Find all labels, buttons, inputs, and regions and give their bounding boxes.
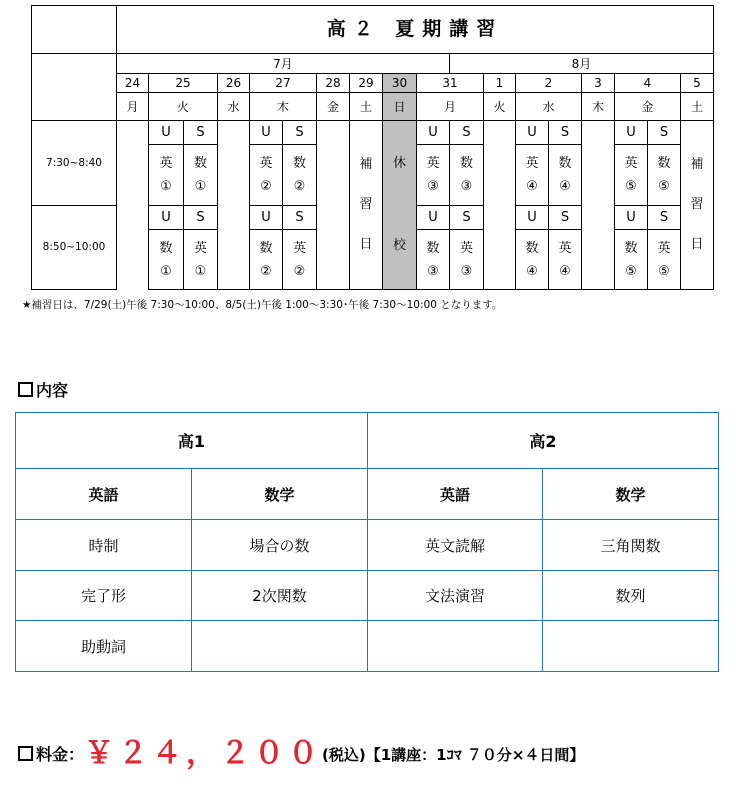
session-cell: 英 ① bbox=[149, 145, 184, 206]
topic-cell: 数列 bbox=[543, 571, 719, 621]
class-s-label: S bbox=[549, 206, 582, 230]
class-s-label: S bbox=[648, 206, 681, 230]
session-cell: 英 ② bbox=[283, 230, 317, 290]
weekday-cell-closed: 日 bbox=[383, 93, 417, 121]
session-cell: 数 ① bbox=[149, 230, 184, 290]
class-s-label: S bbox=[648, 121, 681, 145]
makeup-char: 習 bbox=[359, 197, 373, 212]
fee-label: 料金： bbox=[36, 745, 85, 764]
day-cell: 4 bbox=[615, 74, 681, 93]
topic-cell: 場合の数 bbox=[192, 520, 368, 571]
session-cell: 英 ③ bbox=[450, 230, 484, 290]
fee-line bbox=[18, 728, 584, 772]
class-s-label: S bbox=[549, 121, 582, 145]
corner-cell-2 bbox=[32, 54, 117, 121]
day-cell: 28 bbox=[317, 74, 350, 93]
weekday-cell: 月 bbox=[117, 93, 149, 121]
day-cell: 25 bbox=[149, 74, 218, 93]
period-1-label: 7:30~8:40 bbox=[32, 121, 117, 206]
session-cell: 英 ⑤ bbox=[615, 145, 648, 206]
content-table bbox=[15, 412, 719, 672]
class-s-label: S bbox=[283, 206, 317, 230]
session-cell: 数 ③ bbox=[417, 230, 450, 290]
class-u-label: U bbox=[417, 121, 450, 145]
weekday-cell: 金 bbox=[317, 93, 350, 121]
makeup-char: 習 bbox=[690, 197, 704, 212]
class-s-label: S bbox=[184, 121, 218, 145]
weekday-cell: 火 bbox=[484, 93, 516, 121]
schedule-title: 高２ 夏期講習 bbox=[117, 6, 714, 54]
grade-header: 高2 bbox=[368, 413, 719, 469]
class-s-label: S bbox=[184, 206, 218, 230]
class-s-label: S bbox=[450, 206, 484, 230]
session-cell: 数 ⑤ bbox=[615, 230, 648, 290]
weekday-cell: 月 bbox=[417, 93, 484, 121]
schedule-table bbox=[31, 5, 714, 290]
session-cell: 英 ① bbox=[184, 230, 218, 290]
class-u-label: U bbox=[149, 121, 184, 145]
topic-cell: 文法演習 bbox=[368, 571, 543, 621]
makeup-char: 補 bbox=[690, 157, 704, 172]
day-cell: 1 bbox=[484, 74, 516, 93]
weekday-cell: 水 bbox=[218, 93, 250, 121]
makeup-day-cell bbox=[681, 121, 714, 290]
fee-price: ￥２４，２００ bbox=[84, 736, 323, 771]
fee-note: (税込)【1講座：1ｺﾏ ７０分×４日間】 bbox=[322, 746, 585, 764]
class-u-label: U bbox=[615, 206, 648, 230]
session-cell: 数 ② bbox=[283, 145, 317, 206]
empty-cell bbox=[218, 121, 250, 290]
month-august: 8月 bbox=[450, 54, 714, 74]
topic-cell: 完了形 bbox=[16, 571, 192, 621]
weekday-cell: 金 bbox=[615, 93, 681, 121]
topic-cell bbox=[543, 621, 719, 672]
grade-header: 高1 bbox=[16, 413, 368, 469]
day-cell: 27 bbox=[250, 74, 317, 93]
class-s-label: S bbox=[283, 121, 317, 145]
weekday-cell: 木 bbox=[250, 93, 317, 121]
topic-cell: 英文読解 bbox=[368, 520, 543, 571]
makeup-note: ★補習日は、7/29(土)午後 7:30～10:00、8/5(土)午後 1:00～3:30･午後 7:30～10:00 となります。 bbox=[22, 299, 503, 311]
closed-char: 校 bbox=[392, 238, 406, 253]
day-cell: 2 bbox=[516, 74, 582, 93]
class-u-label: U bbox=[516, 121, 549, 145]
session-cell: 数 ③ bbox=[450, 145, 484, 206]
day-cell: 24 bbox=[117, 74, 149, 93]
day-cell-closed: 30 bbox=[383, 74, 417, 93]
makeup-day-cell bbox=[350, 121, 383, 290]
subject-header: 数学 bbox=[543, 469, 719, 520]
day-cell: 5 bbox=[681, 74, 714, 93]
subject-header: 数学 bbox=[192, 469, 368, 520]
class-u-label: U bbox=[615, 121, 648, 145]
weekday-cell: 火 bbox=[149, 93, 218, 121]
day-cell: 26 bbox=[218, 74, 250, 93]
session-cell: 数 ④ bbox=[516, 230, 549, 290]
session-cell: 英 ③ bbox=[417, 145, 450, 206]
session-cell: 数 ⑤ bbox=[648, 145, 681, 206]
checkbox-square-icon bbox=[18, 746, 33, 761]
weekday-cell: 土 bbox=[350, 93, 383, 121]
makeup-char: 日 bbox=[690, 237, 704, 252]
session-cell: 数 ④ bbox=[549, 145, 582, 206]
topic-cell: 助動詞 bbox=[16, 621, 192, 672]
session-cell: 英 ④ bbox=[549, 230, 582, 290]
day-cell: 31 bbox=[417, 74, 484, 93]
closed-day-cell bbox=[383, 121, 417, 290]
empty-cell bbox=[484, 121, 516, 290]
subject-header: 英語 bbox=[368, 469, 543, 520]
session-cell: 英 ② bbox=[250, 145, 283, 206]
topic-cell bbox=[368, 621, 543, 672]
empty-cell bbox=[117, 121, 149, 290]
content-heading: 内容 bbox=[18, 378, 68, 401]
month-july: 7月 bbox=[117, 54, 450, 74]
empty-cell bbox=[317, 121, 350, 290]
makeup-char: 日 bbox=[359, 237, 373, 252]
period-2-label: 8:50~10:00 bbox=[32, 206, 117, 290]
corner-cell bbox=[32, 6, 117, 54]
session-cell: 英 ⑤ bbox=[648, 230, 681, 290]
day-cell: 3 bbox=[582, 74, 615, 93]
topic-cell: 時制 bbox=[16, 520, 192, 571]
closed-char: 休 bbox=[392, 156, 406, 171]
makeup-char: 補 bbox=[359, 157, 373, 172]
session-cell: 数 ① bbox=[184, 145, 218, 206]
subject-header: 英語 bbox=[16, 469, 192, 520]
class-u-label: U bbox=[250, 121, 283, 145]
weekday-cell: 土 bbox=[681, 93, 714, 121]
class-u-label: U bbox=[250, 206, 283, 230]
class-u-label: U bbox=[516, 206, 549, 230]
session-cell: 英 ④ bbox=[516, 145, 549, 206]
class-s-label: S bbox=[450, 121, 484, 145]
day-cell: 29 bbox=[350, 74, 383, 93]
checkbox-square-icon bbox=[18, 382, 33, 397]
topic-cell: 2次関数 bbox=[192, 571, 368, 621]
weekday-cell: 木 bbox=[582, 93, 615, 121]
empty-cell bbox=[582, 121, 615, 290]
topic-cell: 三角関数 bbox=[543, 520, 719, 571]
session-cell: 数 ② bbox=[250, 230, 283, 290]
class-u-label: U bbox=[417, 206, 450, 230]
weekday-cell: 水 bbox=[516, 93, 582, 121]
class-u-label: U bbox=[149, 206, 184, 230]
topic-cell bbox=[192, 621, 368, 672]
